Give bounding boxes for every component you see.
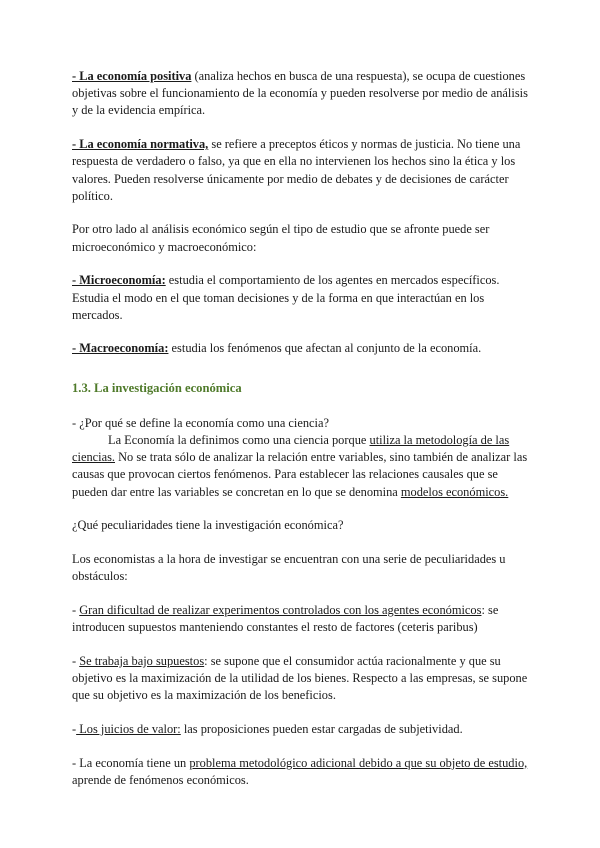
definition-positive-economics: (analiza hechos en busca de una respuesta), se ocupa de cuestiones objetivas sobre el funcionamiento de la economía y pueden resolverse por medio de análisis y de la evidencia empírica. <box>72 69 528 118</box>
paragraph-obstacle-methodology <box>72 755 534 789</box>
term-macroeconomics: - Macroeconomía: <box>72 341 169 356</box>
science-text-2: No se trata sólo de analizar la relación entre variables, sino también de analizar las causas que provocan ciertos fenómenos. Para establecer las relaciones causales que se pueden dar entre las variables se concretan en lo que se denomina <box>72 450 528 499</box>
paragraph-microeconomics <box>72 272 534 324</box>
paragraph-peculiarities-question <box>72 517 534 534</box>
methodology-underline: problema metodológico adicional debido a que su objeto de estudio, <box>189 755 528 770</box>
definition-microeconomics: estudia el comportamiento de los agentes en mercados específicos. Estudia el modo en el que toman decisiones y de la forma en que interactúan en los mercados. <box>72 273 500 322</box>
obstacle-assumptions-term: Se trabaja bajo supuestos <box>79 653 205 668</box>
methodology-text-1: - La economía tiene un <box>72 755 190 770</box>
document-page <box>72 68 534 806</box>
obstacle-dash: - <box>72 721 77 736</box>
paragraph-obstacles-intro <box>72 551 534 585</box>
obstacles-intro-text: Los economistas a la hora de investigar se encuentran con una serie de peculiaridades u obstáculos: <box>72 552 506 584</box>
paragraph-macroeconomics <box>72 340 534 357</box>
obstacle-assumptions-text: : se supone que el consumidor actúa racionalmente y que su objetivo es la maximización de la utilidad de los bienes. Respecto a las empresas, se supone que su objetivo es la maximización de los beneficios. <box>72 653 528 703</box>
science-text-1: La Economía la definimos como una ciencia porque <box>108 433 370 448</box>
paragraph-analysis-types <box>72 221 534 255</box>
analysis-types-text: Por otro lado al análisis económico según el tipo de estudio que se afronte puede ser microeconómico y macroeconómico: <box>72 222 490 254</box>
obstacle-dash: - <box>72 602 80 617</box>
obstacle-experiments-text: : se introducen supuestos manteniendo constantes el resto de factores (ceteris paribus) <box>72 602 499 635</box>
science-underline-1: utiliza la metodología de las ciencias. <box>72 433 510 465</box>
paragraph-obstacle-value-judgments <box>72 721 534 738</box>
term-microeconomics: - Microeconomía: <box>72 273 166 288</box>
obstacle-value-judgments-term: Los juicios de valor: <box>76 721 181 736</box>
term-positive-economics: - La economía positiva <box>72 69 192 83</box>
science-underline-2: modelos económicos. <box>400 484 509 499</box>
peculiarities-question-text: ¿Qué peculiaridades tiene la investigación económica? <box>72 518 344 533</box>
question-economics-science: - ¿Por qué se define la economía como una ciencia? <box>72 415 329 430</box>
paragraph-economics-as-science <box>72 415 534 501</box>
obstacle-dash: - <box>72 653 80 668</box>
obstacle-value-judgments-text: las proposiciones pueden estar cargadas de subjetividad. <box>180 721 463 736</box>
methodology-text-2: aprende de fenómenos económicos. <box>72 772 249 787</box>
paragraph-obstacle-experiments <box>72 602 534 636</box>
obstacle-experiments-term: Gran dificultad de realizar experimentos controlados con los agentes económicos <box>79 602 482 617</box>
paragraph-positive-economics <box>72 68 534 120</box>
section-heading: 1.3. La investigación económica <box>72 380 242 395</box>
term-normative-economics: - La economía normativa, <box>72 137 209 152</box>
definition-macroeconomics: estudia los fenómenos que afectan al conjunto de la economía. <box>168 341 482 356</box>
definition-normative-economics: se refiere a preceptos éticos y normas de justicia. No tiene una respuesta de verdadero o falso, ya que en ella no intervienen los hechos sino la ética y los valores. Pueden resolverse únicamente por medio de debates y de decisiones de carácter político. <box>72 137 521 203</box>
paragraph-normative-economics <box>72 136 534 205</box>
paragraph-obstacle-assumptions <box>72 653 534 705</box>
